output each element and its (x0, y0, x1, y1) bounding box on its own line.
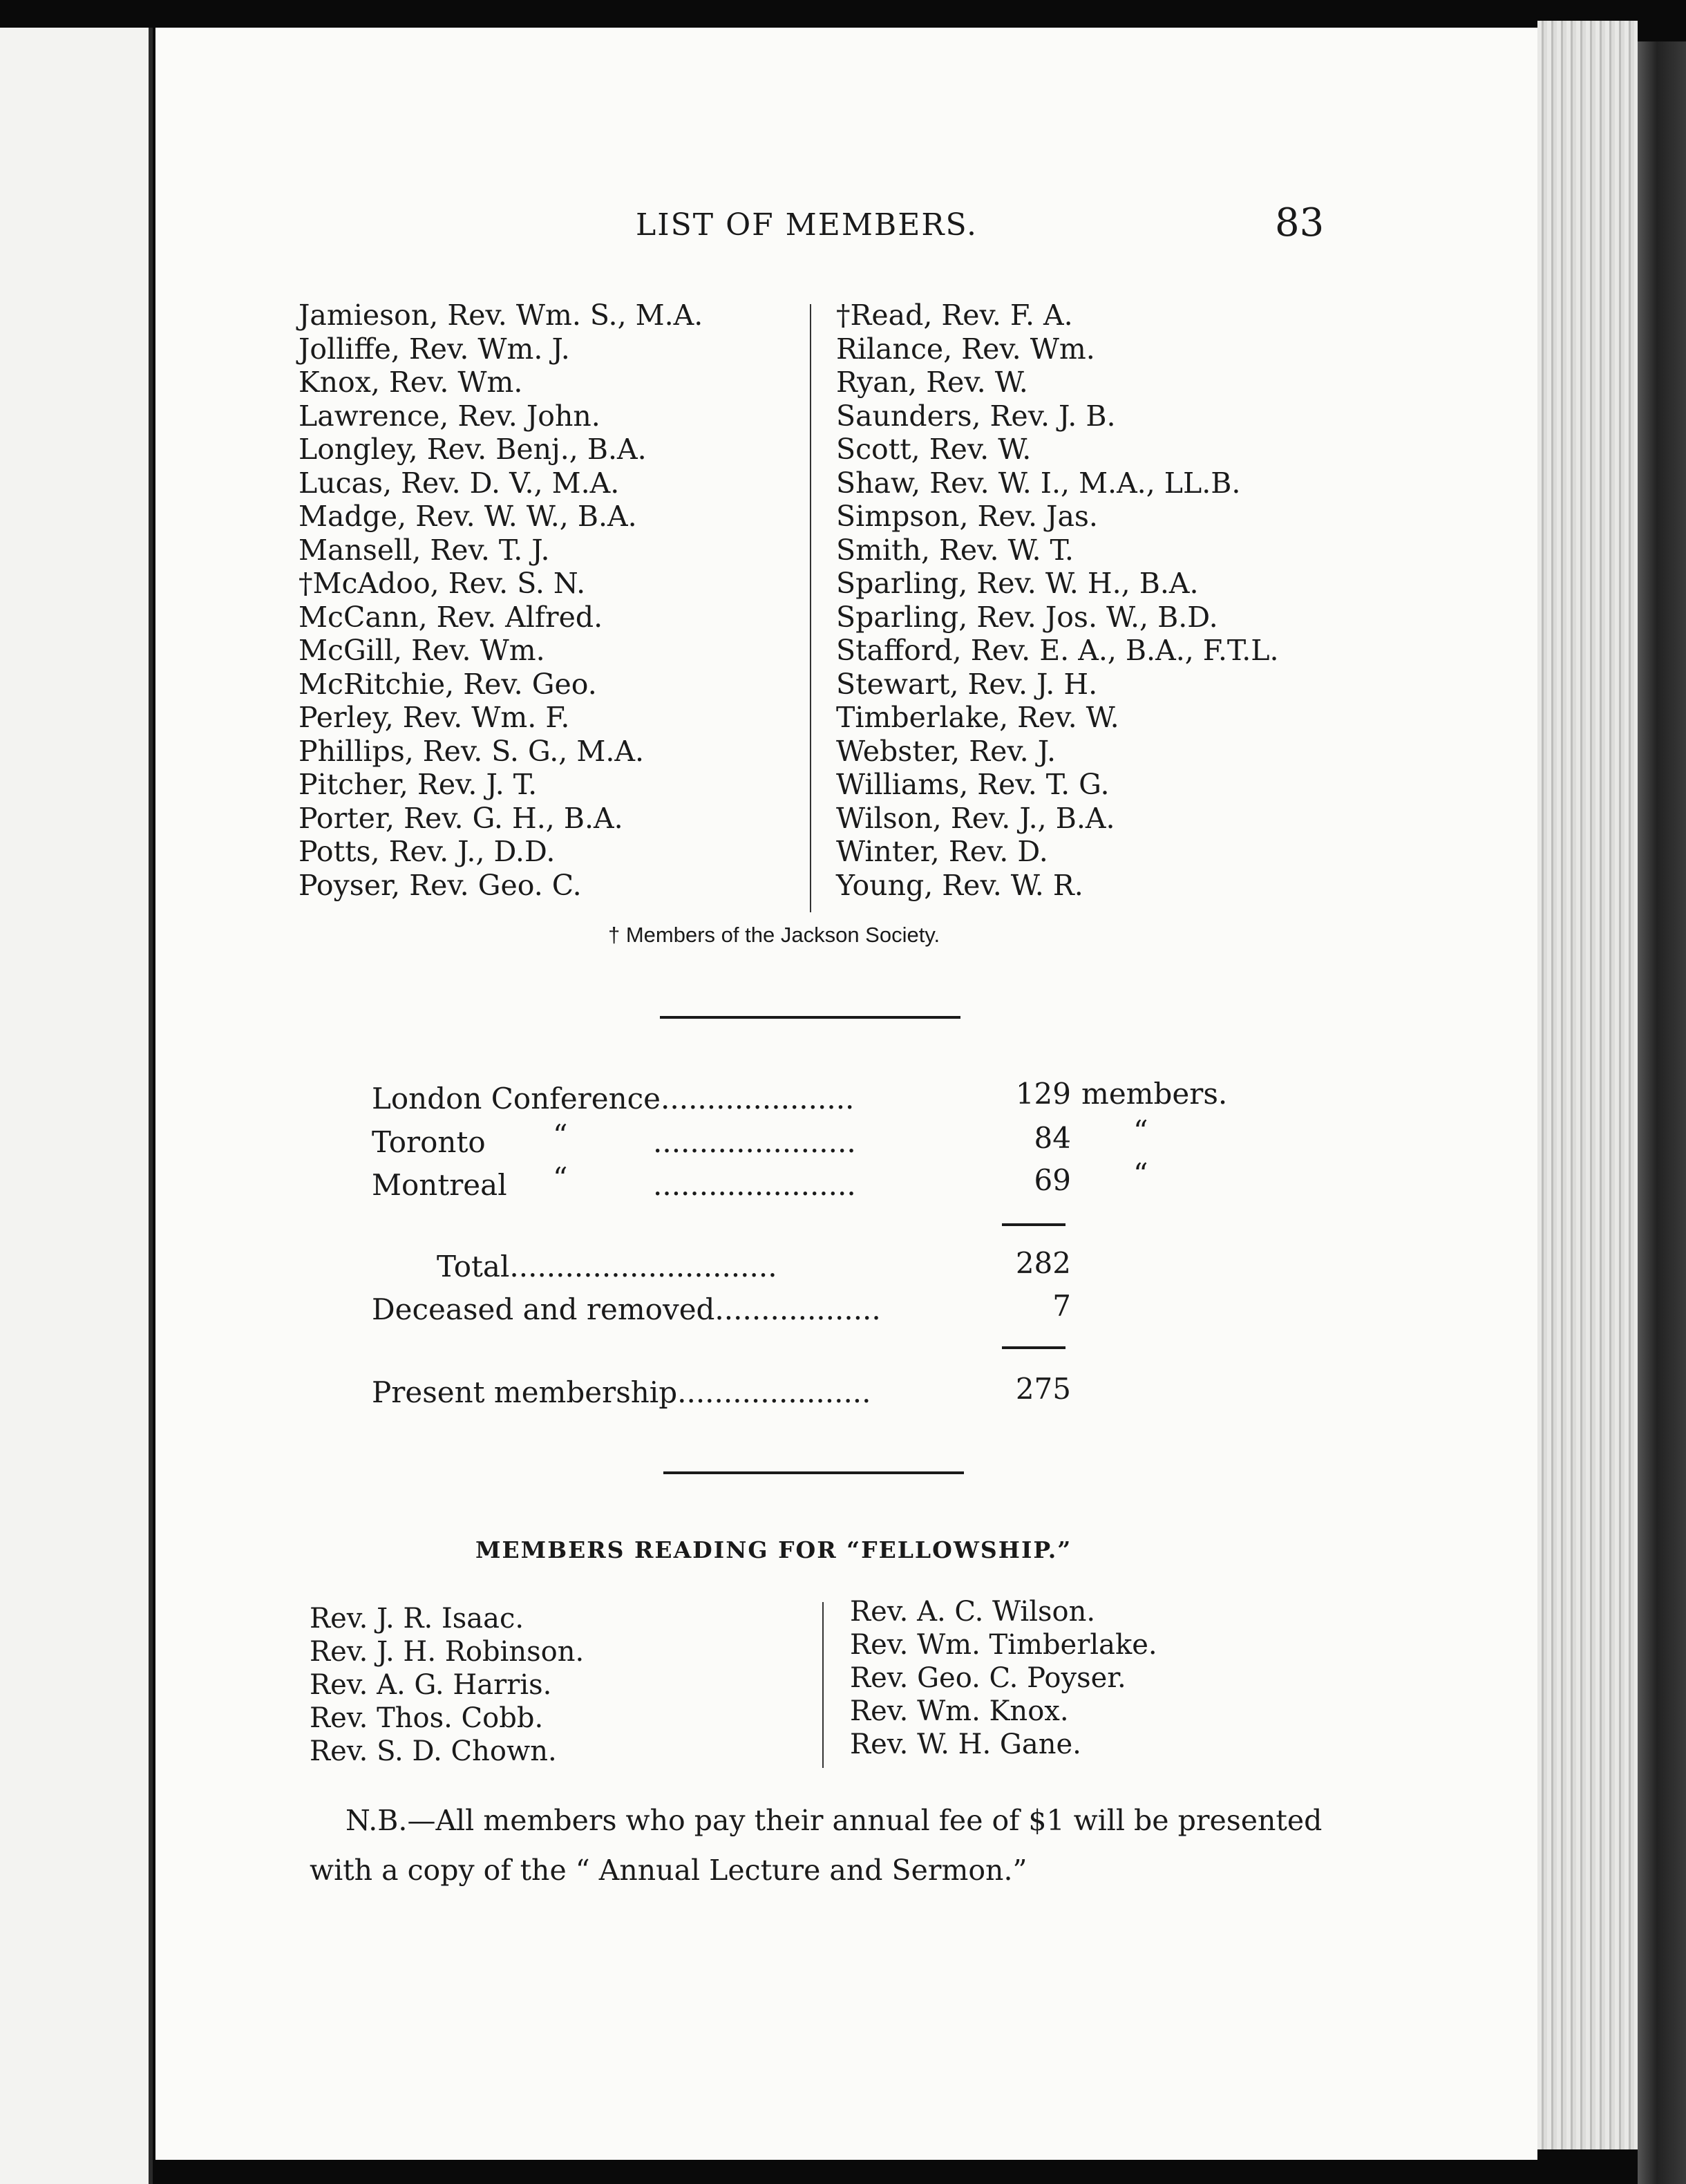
member-entry: Williams, Rev. T. G. (836, 768, 1110, 801)
member-entry: Shaw, Rev. W. I., M.A., LL.B. (836, 466, 1241, 500)
member-entry: Wilson, Rev. J., B.A. (836, 801, 1115, 835)
member-entry: Knox, Rev. Wm. (299, 366, 523, 399)
member-entry: Winter, Rev. D. (836, 835, 1048, 868)
deceased-label: Deceased and removed.................. (372, 1292, 881, 1326)
member-entry: Longley, Rev. Benj., B.A. (299, 433, 647, 466)
montreal-dots: ...................... (653, 1168, 856, 1202)
fellowship-entry: Rev. Geo. C. Poyser. (850, 1662, 1126, 1694)
member-entry: Stafford, Rev. E. A., B.A., F.T.L. (836, 634, 1279, 667)
ditto-mark: “ (1133, 1114, 1148, 1148)
total-label: Total............................. (437, 1250, 777, 1283)
members-list-left (299, 299, 703, 902)
column-divider (822, 1602, 824, 1768)
toronto-dots: ...................... (653, 1125, 856, 1159)
ditto-mark: “ (553, 1161, 568, 1195)
fellowship-entry: Rev. A. G. Harris. (310, 1669, 552, 1701)
member-entry: Phillips, Rev. S. G., M.A. (299, 734, 645, 768)
toronto-value: 84 (1034, 1121, 1071, 1155)
fellowship-entry: Rev. A. C. Wilson. (850, 1596, 1096, 1628)
member-entry: Poyser, Rev. Geo. C. (299, 868, 582, 902)
footnote: † Members of the Jackson Society. (608, 923, 940, 947)
book-cover-edge (1638, 41, 1686, 2184)
member-entry: Saunders, Rev. J. B. (836, 399, 1116, 433)
member-entry: Smith, Rev. W. T. (836, 533, 1074, 567)
fellowship-entry: Rev. Wm. Knox. (850, 1695, 1069, 1727)
book-fore-edge (1537, 21, 1638, 2149)
section-divider (660, 1016, 960, 1019)
section-divider (663, 1471, 964, 1474)
fellowship-entry: Rev. Wm. Timberlake. (850, 1629, 1157, 1661)
ditto-mark: “ (1133, 1157, 1148, 1191)
member-entry: McRitchie, Rev. Geo. (299, 667, 597, 701)
member-entry: Porter, Rev. G. H., B.A. (299, 801, 623, 835)
london-conference-value: 129 (1015, 1077, 1071, 1111)
running-head: LIST OF MEMBERS. (636, 207, 978, 243)
difference-rule (1002, 1346, 1065, 1349)
member-entry: Jamieson, Rev. Wm. S., M.A. (299, 299, 703, 332)
member-entry: Lawrence, Rev. John. (299, 399, 600, 433)
member-entry: McGill, Rev. Wm. (299, 634, 545, 667)
montreal-label: Montreal (372, 1168, 507, 1202)
member-entry: Simpson, Rev. Jas. (836, 500, 1098, 533)
member-entry: Stewart, Rev. J. H. (836, 667, 1098, 701)
member-entry: Sparling, Rev. W. H., B.A. (836, 567, 1199, 600)
member-entry: Young, Rev. W. R. (836, 868, 1083, 902)
note-line-1: N.B.—All members who pay their annual fee of $1 will be presented (345, 1804, 1323, 1837)
fellowship-list-left (310, 1602, 584, 1768)
members-list-right (836, 299, 1279, 902)
member-entry: Sparling, Rev. Jos. W., B.D. (836, 600, 1218, 634)
member-entry: Rilance, Rev. Wm. (836, 332, 1095, 366)
member-entry: Mansell, Rev. T. J. (299, 533, 550, 567)
page-number: 83 (1275, 200, 1325, 245)
member-entry: Jolliffe, Rev. Wm. J. (299, 332, 570, 366)
present-membership-value: 275 (1015, 1372, 1071, 1406)
montreal-value: 69 (1034, 1163, 1071, 1197)
note-line-2: with a copy of the “ Annual Lecture and Sermon.” (310, 1854, 1027, 1887)
member-entry: Timberlake, Rev. W. (836, 701, 1119, 734)
ditto-mark: “ (553, 1118, 568, 1152)
column-divider (810, 304, 811, 912)
fellowship-entry: Rev. J. R. Isaac. (310, 1603, 524, 1635)
present-membership-label: Present membership..................... (372, 1375, 871, 1409)
fellowship-entry: Rev. J. H. Robinson. (310, 1636, 585, 1668)
member-entry: Ryan, Rev. W. (836, 366, 1028, 399)
member-entry: Webster, Rev. J. (836, 734, 1057, 768)
sum-rule (1002, 1223, 1065, 1226)
fellowship-entry: Rev. W. H. Gane. (850, 1729, 1081, 1760)
member-entry: Lucas, Rev. D. V., M.A. (299, 466, 620, 500)
deceased-value: 7 (1052, 1289, 1071, 1323)
member-entry: Pitcher, Rev. J. T. (299, 768, 538, 801)
member-entry: Potts, Rev. J., D.D. (299, 835, 556, 868)
member-entry: Scott, Rev. W. (836, 433, 1032, 466)
fellowship-list-right (850, 1595, 1157, 1761)
members-word: members. (1081, 1077, 1228, 1111)
member-entry: †Read, Rev. F. A. (836, 299, 1073, 332)
total-value: 282 (1015, 1246, 1071, 1280)
facing-page-edge (0, 28, 153, 2184)
london-conference-label: London Conference..................... (372, 1082, 855, 1115)
member-entry: Perley, Rev. Wm. F. (299, 701, 570, 734)
fellowship-entry: Rev. S. D. Chown. (310, 1735, 557, 1767)
member-entry: Madge, Rev. W. W., B.A. (299, 500, 637, 533)
member-entry: McCann, Rev. Alfred. (299, 600, 603, 634)
toronto-label: Toronto (372, 1125, 486, 1159)
fellowship-heading: MEMBERS READING FOR “FELLOWSHIP.” (475, 1536, 1072, 1563)
fellowship-entry: Rev. Thos. Cobb. (310, 1702, 544, 1734)
member-entry: †McAdoo, Rev. S. N. (299, 567, 586, 600)
